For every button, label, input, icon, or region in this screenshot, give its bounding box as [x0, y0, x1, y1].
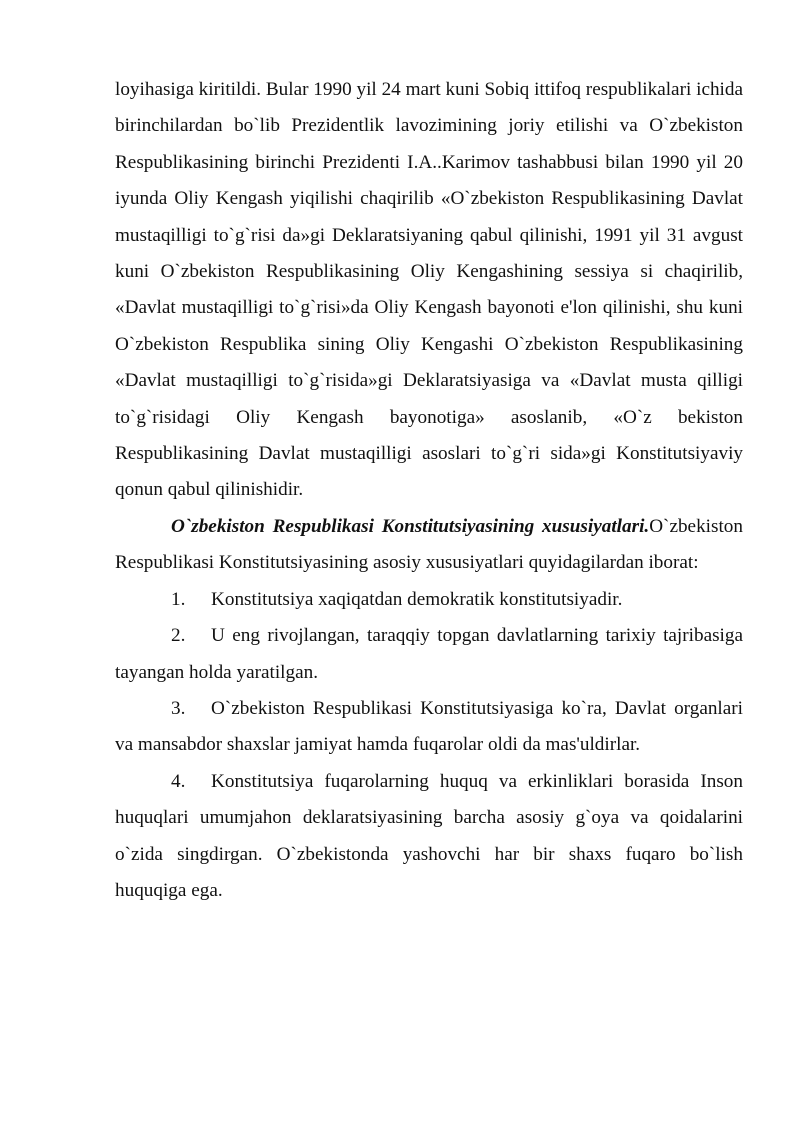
- list-item-text: Konstitutsiya xaqiqatdan demokratik konstitutsiyadir.: [211, 588, 623, 610]
- list-item-text: O`zbekiston Respublikasi Konstitutsiyasiga ko`ra, Davlat organlari va mansabdor shaxslar jamiyat hamda fuqarolar oldi da mas'uldirlar.: [115, 697, 743, 756]
- section-heading: O`zbekiston Respublikasi Konstitutsiyasining xususiyatlari.: [171, 515, 650, 537]
- list-item-number: 2.: [171, 625, 186, 647]
- list-item-text: U eng rivojlangan, taraqqiy topgan davlatlarning tarixiy tajribasiga tayangan holda yaratilgan.: [115, 625, 743, 683]
- list-item: [115, 582, 743, 618]
- paragraph-features: [115, 509, 743, 582]
- list-item: [115, 618, 743, 691]
- list-item-text: Konstitutsiya fuqarolarning huquq va erkinliklari borasida Inson huquqlari umumjahon deklaratsiyasining barcha asosiy g`oya va qoidalarini o`zida singdirgan. O`zbekistonda yashovchi har bir shaxs fuqaro bo`lish huquqiga ega.: [115, 770, 743, 901]
- list-item-number: 3.: [171, 697, 186, 719]
- section-heading-text: O`zbekiston Respublikasi Konstitutsiyasining asosiy xususiyatlari quyidagilardan iborat:: [115, 515, 743, 574]
- document-page: [115, 72, 743, 909]
- list-item: [115, 764, 743, 910]
- list-item: [115, 691, 743, 764]
- list-item-number: 4.: [171, 770, 186, 792]
- list-item-number: 1.: [171, 588, 186, 610]
- paragraph-intro: loyihasiga kiritildi. Bular 1990 yil 24 mart kuni Sobiq ittifoq respublikalari ichida birinchilardan bo`lib Prezidentlik lavozimining joriy etilishi va O`zbekiston Respublikasining birinchi Prezidenti I.A..Karimov tashabbusi bilan 1990 yil 20 iyunda Oliy Kengash yiqilishi chaqirilib «O`zbekiston Respublikasining Davlat mustaqilligi to`g`risi da»gi Deklaratsiyaning qabul qilinishi, 1991 yil 31 avgust kuni O`zbekiston Respublikasining Oliy Kengashining sessiya si chaqirilib, «Davlat mustaqilligi to`g`risi»da Oliy Kengash bayonoti e'lon qilinishi, shu kuni O`zbekiston Respublika sining Oliy Kengashi O`zbekiston Respublikasining «Davlat mustaqilligi to`g`risida»gi Deklaratsiyasiga va «Davlat musta qilligi to`g`risidagi Oliy Kengash bayonotiga» asoslanib, «O`z bekiston Respublikasining Davlat mustaqilligi asoslari to`g`ri sida»gi Konstitutsiyaviy qonun qabul qilinishidir.: [115, 79, 743, 501]
